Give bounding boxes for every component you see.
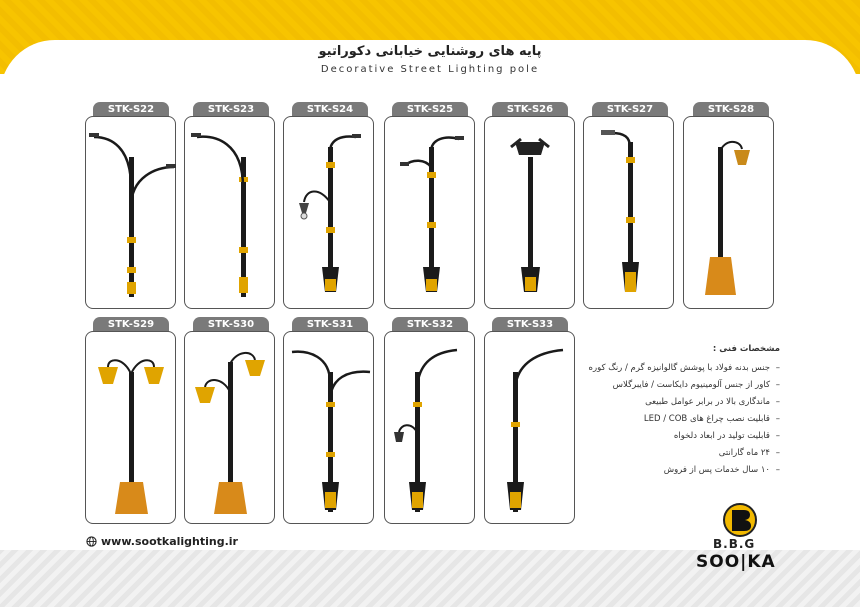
brand-name: SOO|KA: [696, 552, 776, 572]
product-card-s26[interactable]: [484, 116, 575, 309]
product-card-s31[interactable]: [283, 331, 374, 524]
spec-item: –ماندگاری بالا در برابر عوامل طبیعی: [645, 397, 780, 407]
product-card-s32[interactable]: [384, 331, 475, 524]
product-card-s22[interactable]: [85, 116, 176, 309]
product-tag: STK-S31: [292, 317, 368, 332]
spec-item: –کاور از جنس آلومینیوم دایکاست / فایبرگلاس: [612, 380, 780, 390]
website-link[interactable]: www.sootkalighting.ir: [101, 535, 238, 548]
product-card-s27[interactable]: [583, 116, 674, 309]
product-tag: STK-S30: [193, 317, 269, 332]
double-arm-pole-image: [86, 117, 177, 310]
brand-subtitle: B.B.G: [713, 537, 756, 551]
crown-lantern-pole-image: [485, 117, 576, 310]
product-tag: STK-S28: [693, 102, 769, 117]
bell-lamp-pole-image: [684, 117, 775, 310]
technical-specs: [590, 344, 780, 479]
pole-two-short-arms-image: [385, 117, 476, 310]
page-title-en: Decorative Street Lighting pole: [320, 64, 540, 75]
single-arm-pole-image: [185, 117, 276, 310]
product-tag: STK-S23: [193, 102, 269, 117]
double-curved-arm-pole-image: [284, 332, 375, 525]
pole-with-side-lamp-image: [385, 332, 476, 525]
product-card-s24[interactable]: [283, 116, 374, 309]
spec-item: –جنس بدنه فولاد با پوشش گالوانیزه گرم / رنگ کوره: [588, 363, 780, 373]
pole-with-lantern-image: [284, 117, 375, 310]
single-curved-arm-pole-image: [485, 332, 576, 525]
twin-bell-lamp-pole-image: [86, 332, 177, 525]
product-tag: STK-S27: [592, 102, 668, 117]
spec-item: –۲۴ ماه گارانتی: [718, 448, 780, 458]
twin-bell-offset-pole-image: [185, 332, 276, 525]
product-tag: STK-S24: [292, 102, 368, 117]
flat-head-pole-image: [584, 117, 675, 310]
product-tag: STK-S22: [93, 102, 169, 117]
product-card-s29[interactable]: [85, 331, 176, 524]
product-card-s25[interactable]: [384, 116, 475, 309]
specs-heading: مشخصات فنی :: [712, 344, 780, 354]
product-tag: STK-S32: [392, 317, 468, 332]
product-card-s30[interactable]: [184, 331, 275, 524]
product-tag: STK-S29: [93, 317, 169, 332]
globe-icon: [86, 536, 97, 547]
product-tag: STK-S25: [392, 102, 468, 117]
spec-item: –۱۰ سال خدمات پس از فروش: [663, 465, 780, 475]
page-title-fa: پایه های روشنایی خیابانی دکوراتیو: [318, 44, 542, 59]
product-card-s28[interactable]: [683, 116, 774, 309]
product-tag: STK-S33: [492, 317, 568, 332]
product-card-s33[interactable]: [484, 331, 575, 524]
product-tag: STK-S26: [492, 102, 568, 117]
spec-item: –قابلیت نصب چراغ های LED / COB: [643, 414, 780, 424]
product-card-s23[interactable]: [184, 116, 275, 309]
spec-item: –قابلیت تولید در ابعاد دلخواه: [673, 431, 780, 441]
